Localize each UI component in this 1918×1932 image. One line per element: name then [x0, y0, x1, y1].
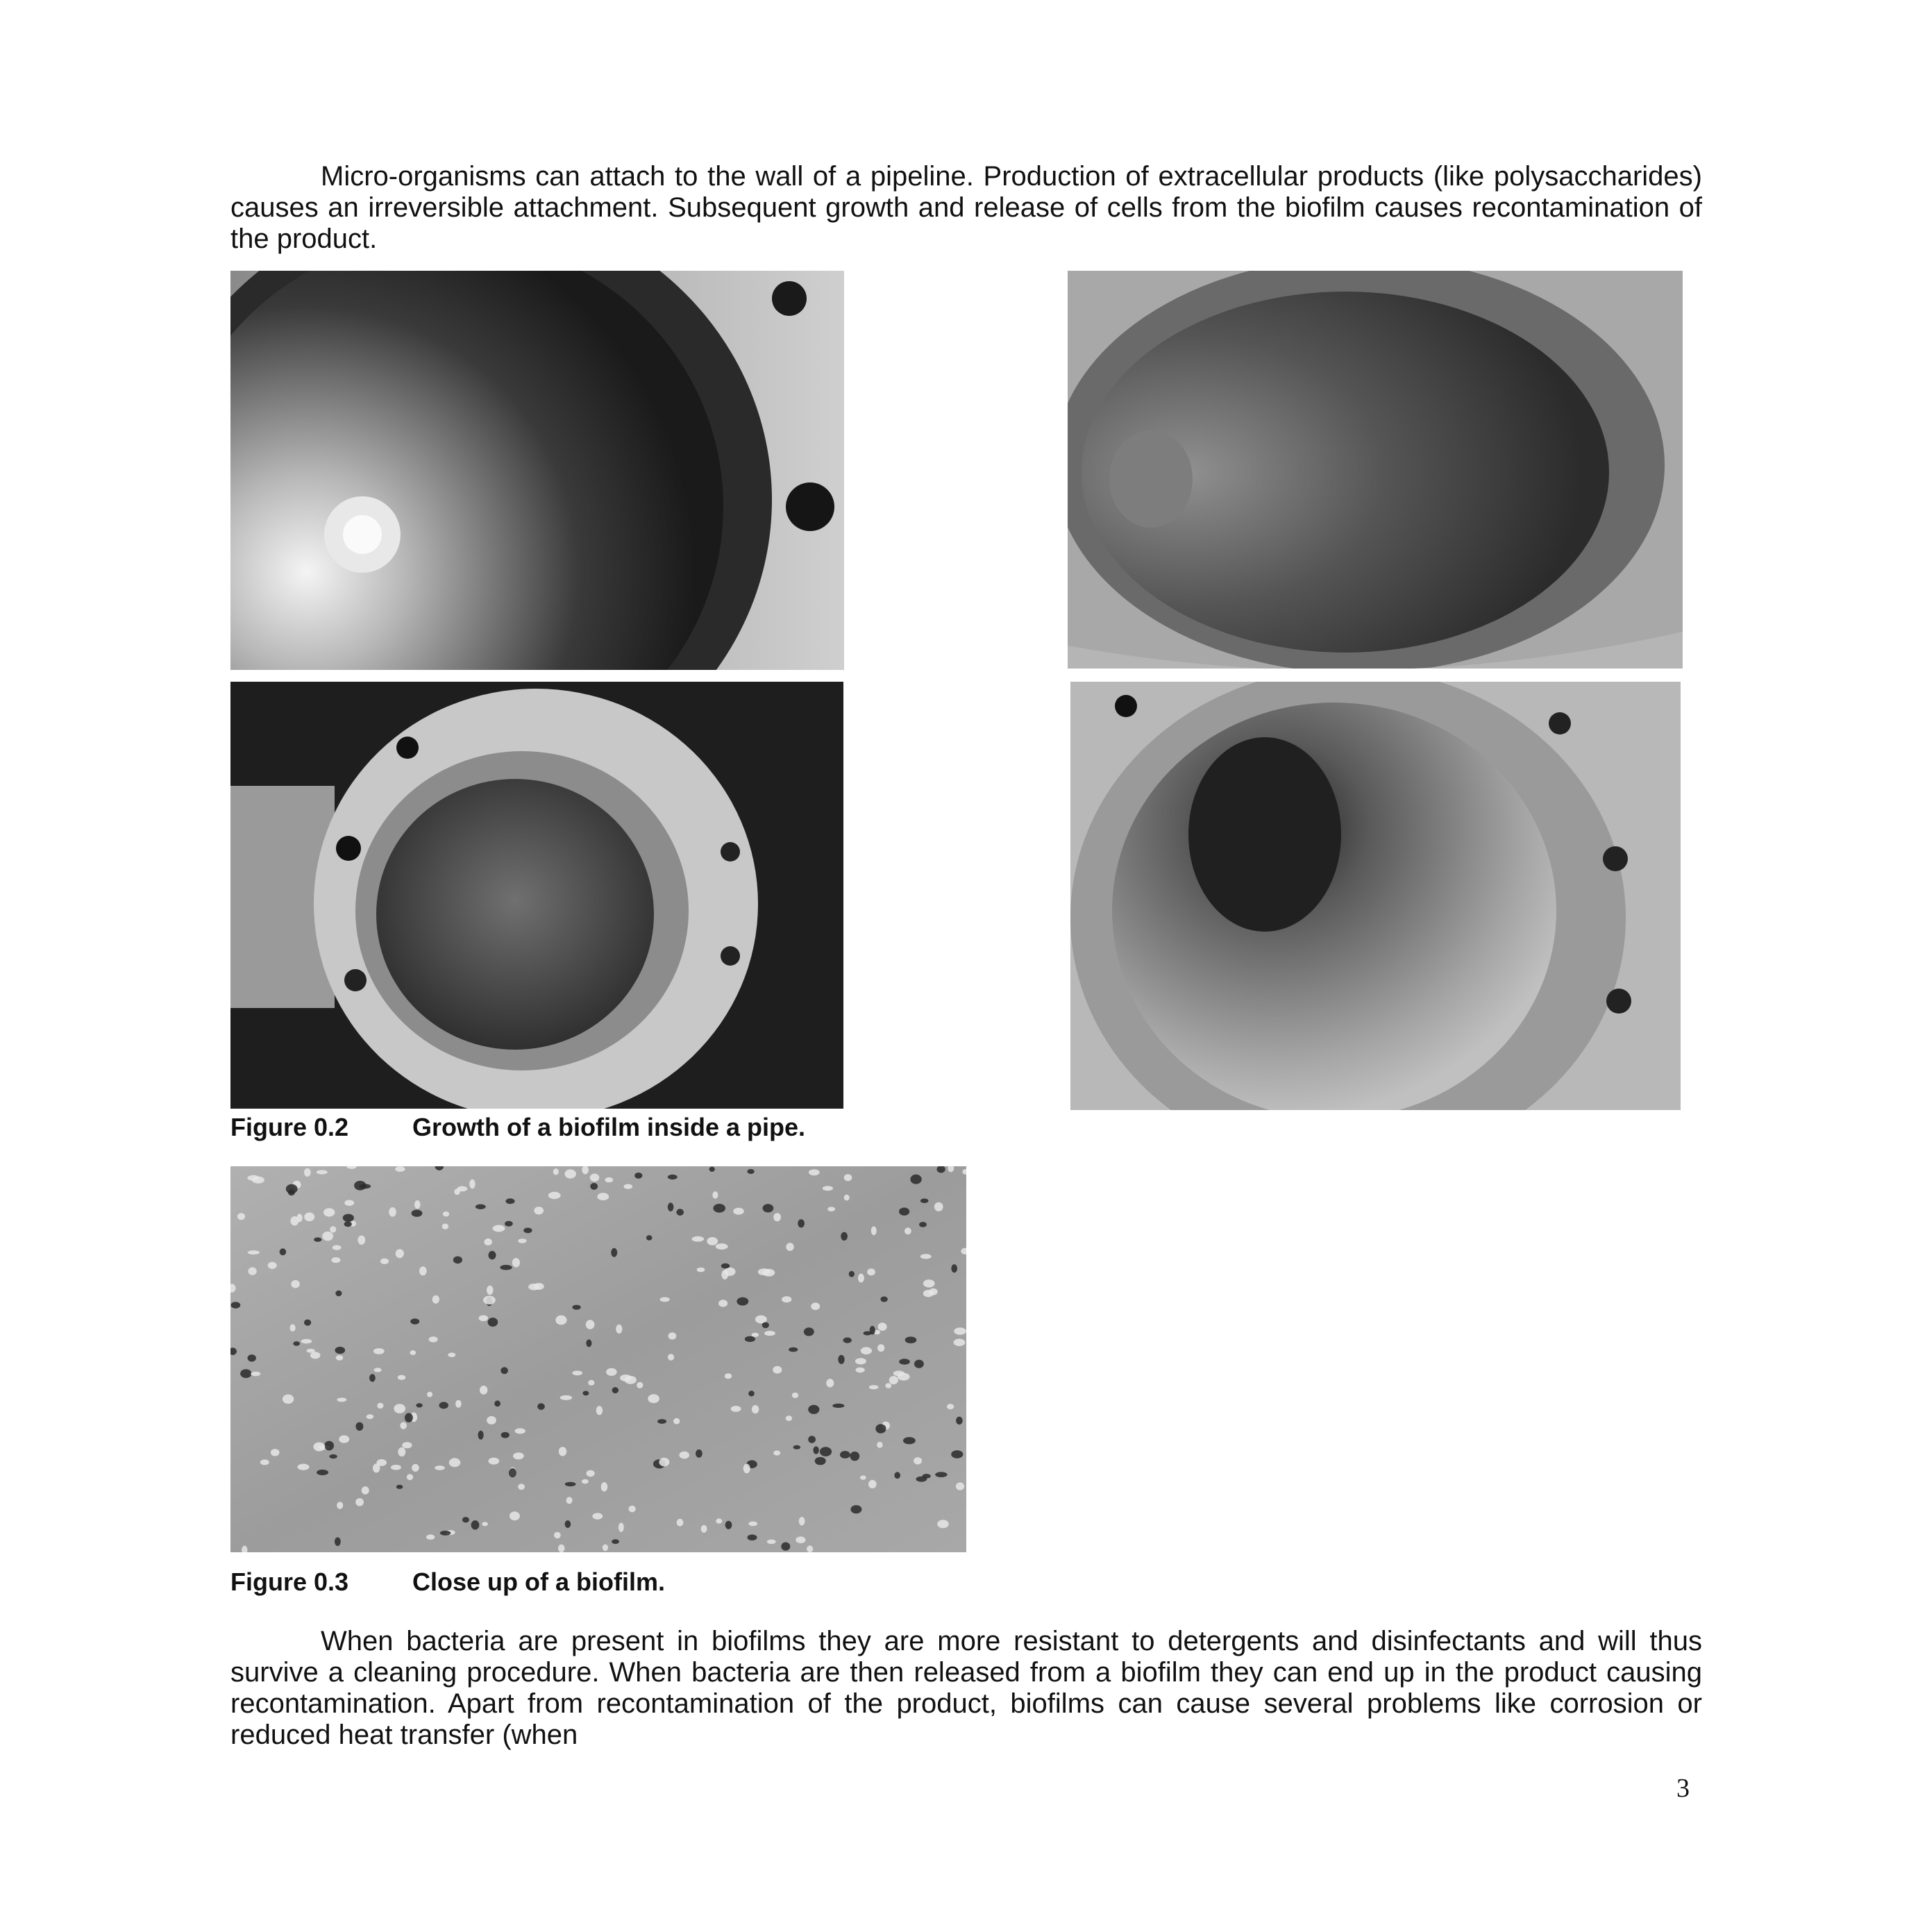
figure-caption-0-2	[230, 1113, 805, 1142]
figure-title: Growth of a biofilm inside a pipe.	[412, 1113, 806, 1141]
pipe-photo-top-right	[1068, 271, 1683, 669]
closing-paragraph: When bacteria are present in biofilms they are more resistant to detergents and disinfectants and will thus survive a cleaning procedure. When bacteria are then released from a biofilm they can end up in the product causing recontamination. Apart from recontamination of the product, biofilms can cause several problems like corrosion or reduced heat transfer (when	[230, 1626, 1702, 1750]
figure-number: Figure 0.3	[230, 1568, 349, 1596]
pipe-flange-photo-bottom-left	[230, 682, 843, 1109]
pipe-flange-photo-bottom-right	[1070, 682, 1681, 1110]
figure-number: Figure 0.2	[230, 1113, 349, 1141]
figure-caption-0-3	[230, 1568, 665, 1597]
pipe-photo-top-left	[230, 271, 844, 670]
biofilm-closeup-photo	[230, 1166, 966, 1552]
figure-title: Close up of a biofilm.	[412, 1568, 666, 1596]
intro-paragraph: Micro-organisms can attach to the wall of a pipeline. Production of extracellular products (like polysaccharides) causes an irreversible attachment. Subsequent growth and release of cells from the biofilm causes recontamination of the product.	[230, 161, 1702, 254]
page-number: 3	[1676, 1774, 1690, 1803]
